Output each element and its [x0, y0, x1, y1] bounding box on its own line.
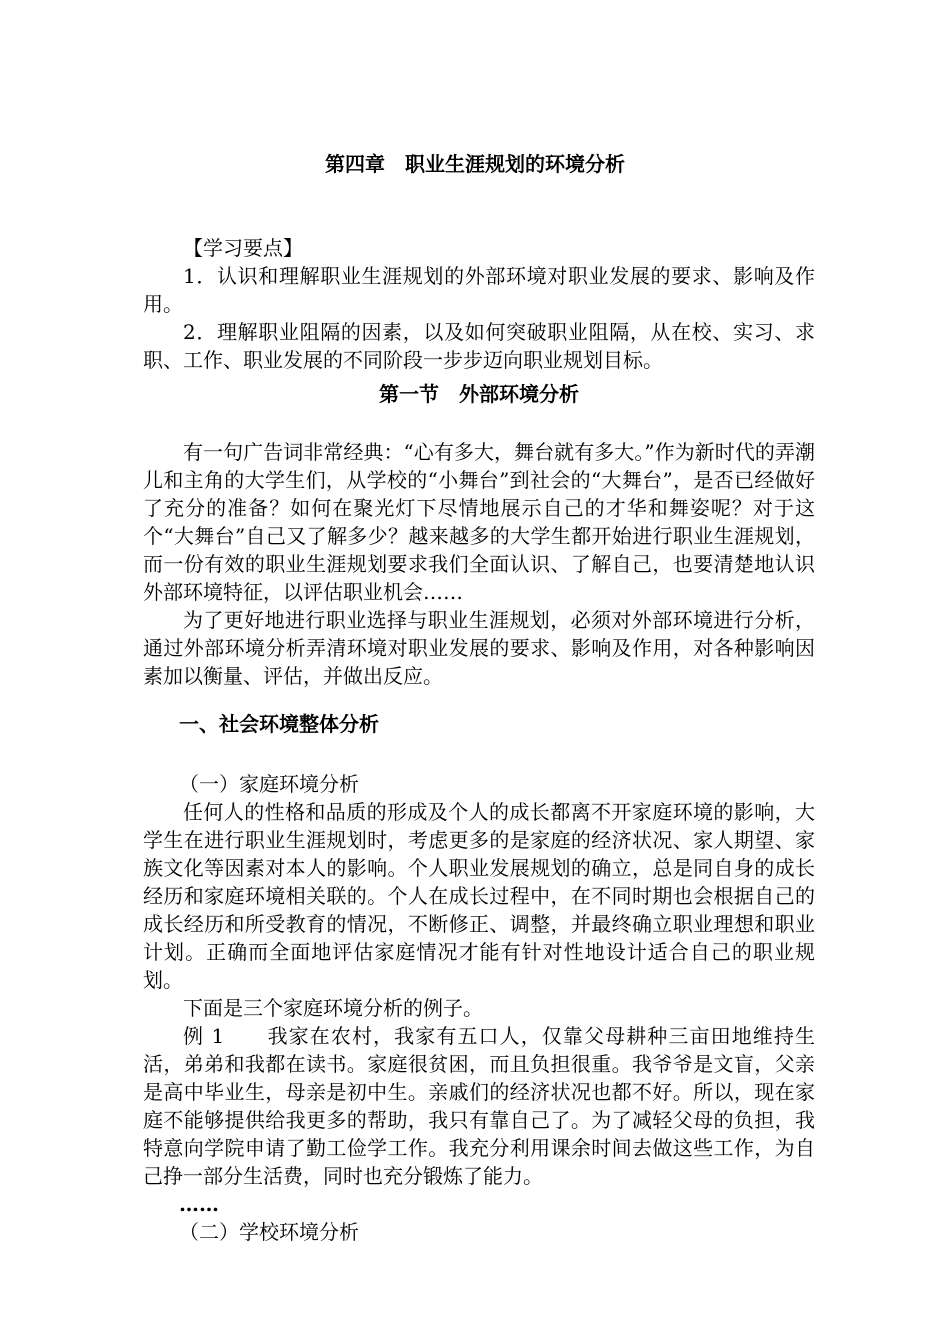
heading-1-block: [143, 710, 815, 738]
study-point-item: 1．认识和理解职业生涯规划的外部环境对职业发展的要求、影响及作用。: [143, 264, 815, 316]
subsection-title: （一）家庭环境分析: [179, 772, 359, 796]
intro-paragraph: 有一句广告词非常经典：“心有多大，舞台就有多大。”作为新时代的弄潮儿和主角的大学生们，从学校的“小舞台”到社会的“大舞台”，是否已经做好了充分的准备？如何在聚光灯下尽情地展示自己的才华和舞姿呢？对于这个“大舞台”自己又了解多少？越来越多的大学生都开始进行职业生涯规划，而一份有效的职业生涯规划要求我们全面认识、了解自己，也要清楚地认识外部环境特征，以评估职业机会……: [143, 440, 815, 604]
family-paragraph: 任何人的性格和品质的形成及个人的成长都离不开家庭环境的影响，大学生在进行职业生涯规划时，考虑更多的是家庭的经济状况、家人期望、家族文化等因素对本人的影响。个人职业发展规划的确立，总是同自身的成长经历和家庭环境相关联的。个人在成长过程中，在不同时期也会根据自己的成长经历和所受教育的情况，不断修正、调整，并最终确立职业理想和职业计划。正确而全面地评估家庭情况才能有针对性地设计适合自己的职业规划。: [143, 800, 815, 992]
subsection-title: （二）学校环境分析: [179, 1220, 359, 1244]
study-point-item: 2．理解职业阻隔的因素，以及如何突破职业阻隔，从在校、实习、求职、工作、职业发展的不同阶段一步步迈向职业规划目标。: [143, 320, 815, 372]
section-title: 第一节 外部环境分析: [379, 382, 579, 406]
chapter-title: 第四章 职业生涯规划的环境分析: [325, 152, 625, 176]
heading-1: 一、社会环境整体分析: [179, 712, 379, 736]
intro-paragraph: 为了更好地进行职业选择与职业生涯规划，必须对外部环境进行分析，通过外部环境分析弄清环境对职业发展的要求、影响及作用，对各种影响因素加以衡量、评估，并做出反应。: [143, 608, 815, 688]
study-points-heading: 【学习要点】: [183, 236, 303, 260]
intro-block: [143, 438, 815, 690]
family-paragraph: 下面是三个家庭环境分析的例子。: [183, 996, 483, 1020]
section-title-block: [143, 380, 815, 408]
study-points: [143, 234, 815, 374]
ellipsis: ……: [179, 1192, 219, 1216]
example-paragraph: 例 1 我家在农村，我家有五口人，仅靠父母耕种三亩田地维持生活，弟弟和我都在读书。家庭很贫困，而且负担很重。我爷爷是文盲，父亲是高中毕业生，母亲是初中生。亲戚们的经济状况也都不好。所以，现在家庭不能够提供给我更多的帮助，我只有靠自己了。为了减轻父母的负担，我特意向学院申请了勤工俭学工作。我充分利用课余时间去做这些工作，为自己挣一部分生活费，同时也充分锻炼了能力。: [143, 1024, 815, 1188]
family-section: [143, 770, 815, 1246]
